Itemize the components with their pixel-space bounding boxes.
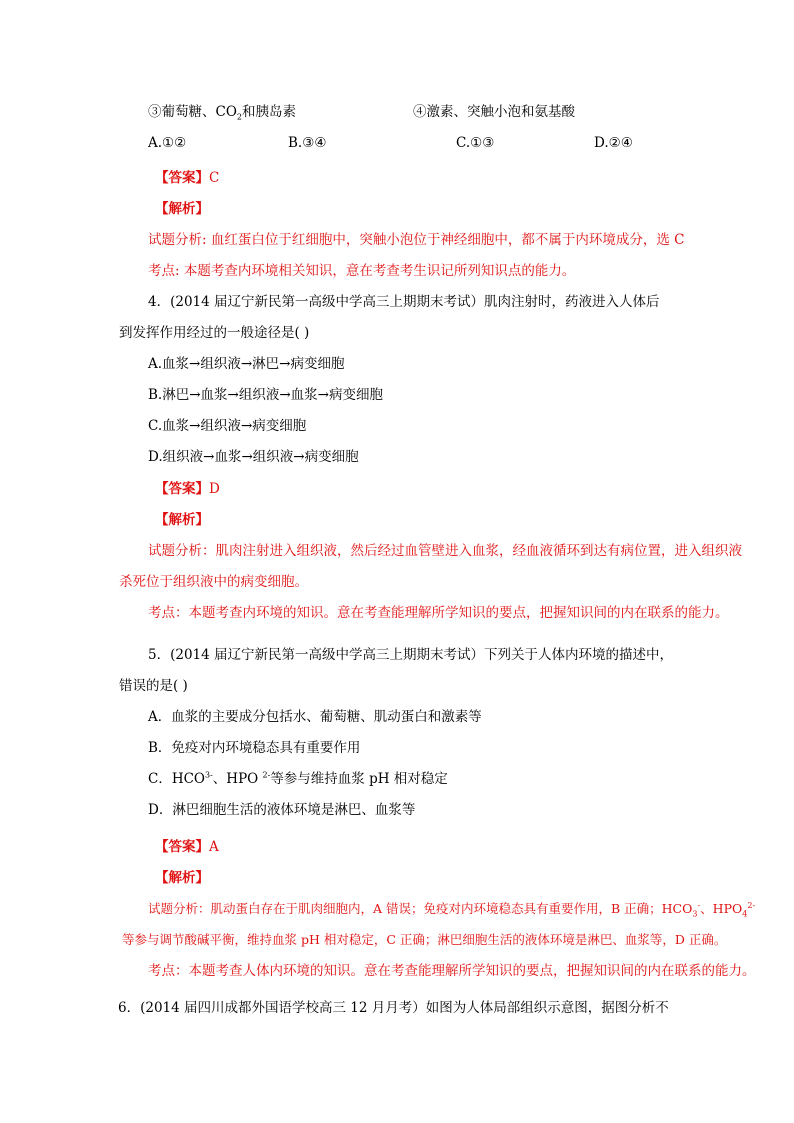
q5-option-d: D．淋巴细胞生活的液体环境是淋巴、血浆等 [148, 802, 416, 818]
q4-answer-label: 【答案】 [155, 481, 209, 497]
q4-option-b: B.淋巴→血浆→组织液→血浆→病变细胞 [148, 387, 383, 403]
q3-point: 考点: 本题考查内环境相关知识，意在考查考生识记所列知识点的能力。 [148, 263, 576, 279]
q5-option-c-part-2: 、HPO [212, 771, 263, 787]
q5-analysis-line-1 [148, 900, 755, 918]
q5-analysis-line-1-text: 试题分析：肌动蛋白存在于肌肉细胞内，A 错误；免疫对内环境稳态具有重要作用，B 正确；HCO [148, 901, 693, 916]
q5-analysis-mid: 、HPO [700, 901, 743, 916]
q5-option-c-part-3: 等参与维持血浆 pH 相对稳定 [270, 771, 448, 787]
q3-option-3 [148, 103, 296, 121]
q3-choice-b: B.③④ [288, 135, 327, 151]
q4-analysis-line-2: 杀死位于组织液中的病变细胞。 [119, 574, 308, 590]
q5-answer-value: A [209, 839, 219, 855]
q5-option-c-part-1: C．HCO [148, 771, 205, 787]
q4-stem-line-1: 4．(2014 届辽宁新民第一高级中学高三上期期末考试）肌肉注射时，药液进入人体后 [148, 294, 660, 310]
q5-analysis-label: 【解析】 [155, 870, 209, 886]
q4-answer-value: D [209, 481, 220, 497]
q4-analysis-line-1: 试题分析：肌肉注射进入组织液，然后经过血管壁进入血浆，经血液循环到达有病位置，进入组织液 [148, 543, 742, 559]
q4-option-a: A.血浆→组织液→淋巴→病变细胞 [148, 356, 345, 372]
q5-analysis-sub-2: 4 [742, 909, 748, 919]
q3-analysis-label: 【解析】 [155, 201, 209, 217]
q3-answer-label: 【答案】 [155, 170, 209, 186]
q5-option-c [148, 770, 448, 788]
q3-option-3-tail: 和胰岛素 [242, 104, 296, 120]
q3-choice-c: C.①③ [456, 135, 495, 151]
q4-answer [155, 480, 220, 498]
q3-choice-a: A.①② [148, 135, 187, 151]
q5-analysis-sub-1: 3 [692, 909, 698, 919]
q5-analysis-sup-2: 2- [747, 900, 756, 910]
q5-option-b: B．免疫对内环境稳态具有重要作用 [148, 740, 361, 756]
q3-answer-value: C [209, 170, 220, 186]
q5-answer-label: 【答案】 [155, 839, 209, 855]
q6-stem-line-1: 6．(2014 届四川成都外国语学校高三 12 月月考）如图为人体局部组织示意图，据图分析不 [118, 1000, 669, 1016]
q4-point: 考点：本题考查内环境的知识。意在考查能理解所学知识的要点，把握知识间的内在联系的能力。 [148, 605, 729, 621]
q5-analysis-sup-1: - [697, 900, 701, 910]
q4-analysis-label: 【解析】 [155, 512, 209, 528]
q5-stem-line-2: 错误的是( ) [119, 678, 188, 694]
q3-option-3-sub: 2 [236, 112, 242, 122]
q5-option-c-sup-2: 2- [262, 770, 271, 780]
q3-option-3-text: ③葡萄糖、CO [148, 104, 237, 120]
q5-analysis-line-2: 等参与调节酸碱平衡，维持血浆 pH 相对稳定，C 正确；淋巴细胞生活的液体环境是淋巴、血浆等，D 正确。 [122, 932, 727, 947]
q5-point: 考点：本题考查人体内环境的知识。意在考查能理解所学知识的要点，把握知识间的内在联系的能力。 [148, 963, 756, 979]
q3-answer [155, 169, 219, 187]
q3-analysis: 试题分析: 血红蛋白位于红细胞中，突触小泡位于神经细胞中，都不属于内环境成分，选 C [148, 232, 685, 248]
q3-choice-d: D.②④ [594, 135, 633, 151]
q3-option-4: ④激素、突触小泡和氨基酸 [413, 104, 575, 120]
q5-option-a: A．血浆的主要成分包括水、葡萄糖、肌动蛋白和激素等 [148, 709, 482, 725]
q5-answer [155, 838, 219, 856]
q5-option-c-sup-1: 3- [205, 770, 213, 780]
q4-stem-line-2: 到发挥作用经过的一般途径是( ) [119, 325, 310, 341]
q4-option-d: D.组织液→血浆→组织液→病变细胞 [148, 449, 359, 465]
q5-stem-line-1: 5．(2014 届辽宁新民第一高级中学高三上期期末考试）下列关于人体内环境的描述中， [148, 647, 674, 663]
q4-option-c: C.血浆→组织液→病变细胞 [148, 418, 307, 434]
